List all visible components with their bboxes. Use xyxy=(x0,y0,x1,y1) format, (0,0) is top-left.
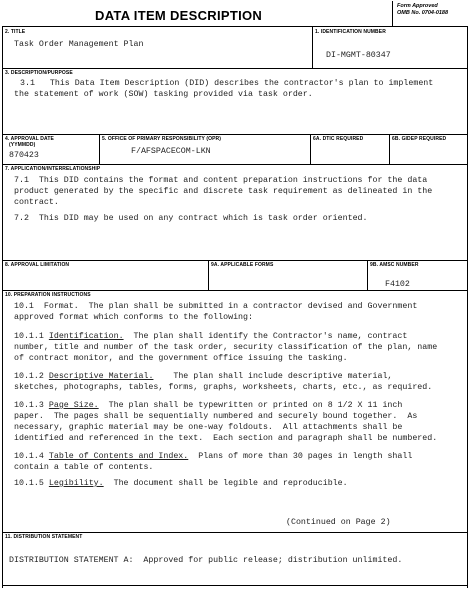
amsc-divider xyxy=(367,260,368,290)
desc-line-2: the statement of work (SOW) tasking provided via task order. xyxy=(14,90,313,99)
gidep-label: 6B. GIDEP REQUIRED xyxy=(392,136,447,142)
gidep-divider xyxy=(389,134,390,164)
prep-10-1-1-heading: Identification. xyxy=(48,332,124,341)
omb-number: OMB No. 0704-0188 xyxy=(397,9,449,16)
prep-10-1-1-num: 10.1.1 xyxy=(14,332,49,341)
prep-10-1-2-line-2: sketches, photographs, tables, forms, graphs, worksheets, charts, etc., as required. xyxy=(14,383,433,392)
header-rule xyxy=(2,26,468,27)
limit-label: 8. APPROVAL LIMITATION xyxy=(5,262,70,268)
prep-10-1-2-num: 10.1.2 xyxy=(14,372,49,381)
ident-label: 1. IDENTIFICATION NUMBER xyxy=(315,29,386,35)
prep-10-1-3-line-4: identified and referenced in the text. Each section and paragraph shall be numbered. xyxy=(14,434,438,443)
prep-10-1-5-num: 10.1.5 xyxy=(14,479,49,488)
row-rule-1 xyxy=(2,68,468,69)
opr-value: F/AFSPACECOM-LKN xyxy=(131,147,211,156)
amsc-label: 9B. AMSC NUMBER xyxy=(370,262,419,268)
approval-date-label: 4. APPROVAL DATE xyxy=(5,136,54,142)
prep-10-1-3-line-2: paper. The pages shall be sequentially numbered and securely bound together. As xyxy=(14,412,418,421)
prep-10-1-1-rest: The plan shall identify the Contractor's name, contract xyxy=(123,332,408,341)
prep-10-1-1-line-3: of contract monitor, and the government office issuing the tasking. xyxy=(14,354,348,363)
prep-10-1-3-line-1 xyxy=(14,400,402,411)
bottom-border xyxy=(2,585,468,586)
ident-value: DI-MGMT-80347 xyxy=(326,51,391,60)
prep-label: 10. PREPARATION INSTRUCTIONS xyxy=(5,292,91,298)
form-approved-label: Form Approved xyxy=(397,3,438,9)
prep-10-1-5-line-1 xyxy=(14,478,348,489)
prep-10-1-2-heading: Descriptive Material. xyxy=(48,372,154,381)
left-border xyxy=(2,26,3,588)
app-7-1-line-3: contract. xyxy=(14,198,59,207)
prep-10-1-2-rest: The plan shall include descriptive material, xyxy=(153,372,393,381)
amsc-value: F4102 xyxy=(385,280,410,289)
prep-10-1-4-rest: Plans of more than 30 pages in length shall xyxy=(188,452,413,461)
desc-label: 3. DESCRIPTION/PURPOSE xyxy=(5,70,73,76)
row-rule-6 xyxy=(2,532,468,533)
prep-10-1-3-num: 10.1.3 xyxy=(14,401,49,410)
app-7-1-line-1: 7.1 This DID contains the format and content preparation instructions for the data xyxy=(14,176,428,185)
dtic-divider xyxy=(310,134,311,164)
row-rule-2 xyxy=(2,134,468,135)
header-divider xyxy=(392,1,393,26)
dist-value: DISTRIBUTION STATEMENT A: Approved for public release; distribution unlimited. xyxy=(9,556,403,565)
prep-10-1-4-heading: Table of Contents and Index. xyxy=(48,452,189,461)
prep-10-1-4-num: 10.1.4 xyxy=(14,452,49,461)
dtic-label: 6A. DTIC REQUIRED xyxy=(313,136,364,142)
prep-10-1-3-heading: Page Size. xyxy=(48,401,99,410)
approval-date-value: 870423 xyxy=(9,151,39,160)
desc-line-1: 3.1 This Data Item Description (DID) describes the contractor's plan to implement xyxy=(20,79,434,88)
prep-10-1-5-rest: The document shall be legible and reproducible. xyxy=(103,479,348,488)
prep-10-1-4-line-2: contain a table of contents. xyxy=(14,463,154,472)
app-7-2: 7.2 This DID may be used on any contract which is task order oriented. xyxy=(14,214,368,223)
form-approved-note xyxy=(397,3,448,16)
opr-divider xyxy=(99,134,100,164)
ident-divider xyxy=(312,26,313,68)
app-label: 7. APPLICATION/INTERRELATIONSHIP xyxy=(5,166,101,172)
continued-note: (Continued on Page 2) xyxy=(286,518,391,527)
prep-10-1-1-line-1 xyxy=(14,331,407,342)
title-value: Task Order Management Plan xyxy=(14,40,144,49)
forms-label: 9A. APPLICABLE FORMS xyxy=(211,262,274,268)
prep-10-1-line-1: 10.1 Format. The plan shall be submitted in a contractor devised and Government xyxy=(14,302,418,311)
prep-10-1-2-line-1 xyxy=(14,371,392,382)
prep-10-1-4-line-1 xyxy=(14,451,412,462)
app-7-1-line-2: product generated by the specific and discrete task requirement as delineated in the xyxy=(14,187,433,196)
prep-10-1-3-rest: The plan shall be typewritten or printed on 8 1/2 X 11 inch xyxy=(98,401,403,410)
form-title: DATA ITEM DESCRIPTION xyxy=(95,8,263,23)
prep-10-1-line-2: approved format which conforms to the following: xyxy=(14,313,253,322)
opr-label: 5. OFFICE OF PRIMARY RESPONSIBILITY (OPR) xyxy=(102,136,222,142)
prep-10-1-5-heading: Legibility. xyxy=(48,479,104,488)
row-rule-3 xyxy=(2,164,468,165)
approval-date-sub: (YYMMDD) xyxy=(9,142,36,148)
right-border xyxy=(467,26,468,588)
prep-10-1-3-line-3: necessary, graphic material may be one-way foldouts. All attachments shall be xyxy=(14,423,403,432)
row-rule-4 xyxy=(2,260,468,261)
row-rule-5 xyxy=(2,290,468,291)
dist-label: 11. DISTRIBUTION STATEMENT xyxy=(5,534,83,540)
title-label: 2. TITLE xyxy=(5,29,26,35)
forms-divider xyxy=(208,260,209,290)
prep-10-1-1-line-2: number, title and number of the task order, security classification of the plan, name xyxy=(14,343,438,352)
